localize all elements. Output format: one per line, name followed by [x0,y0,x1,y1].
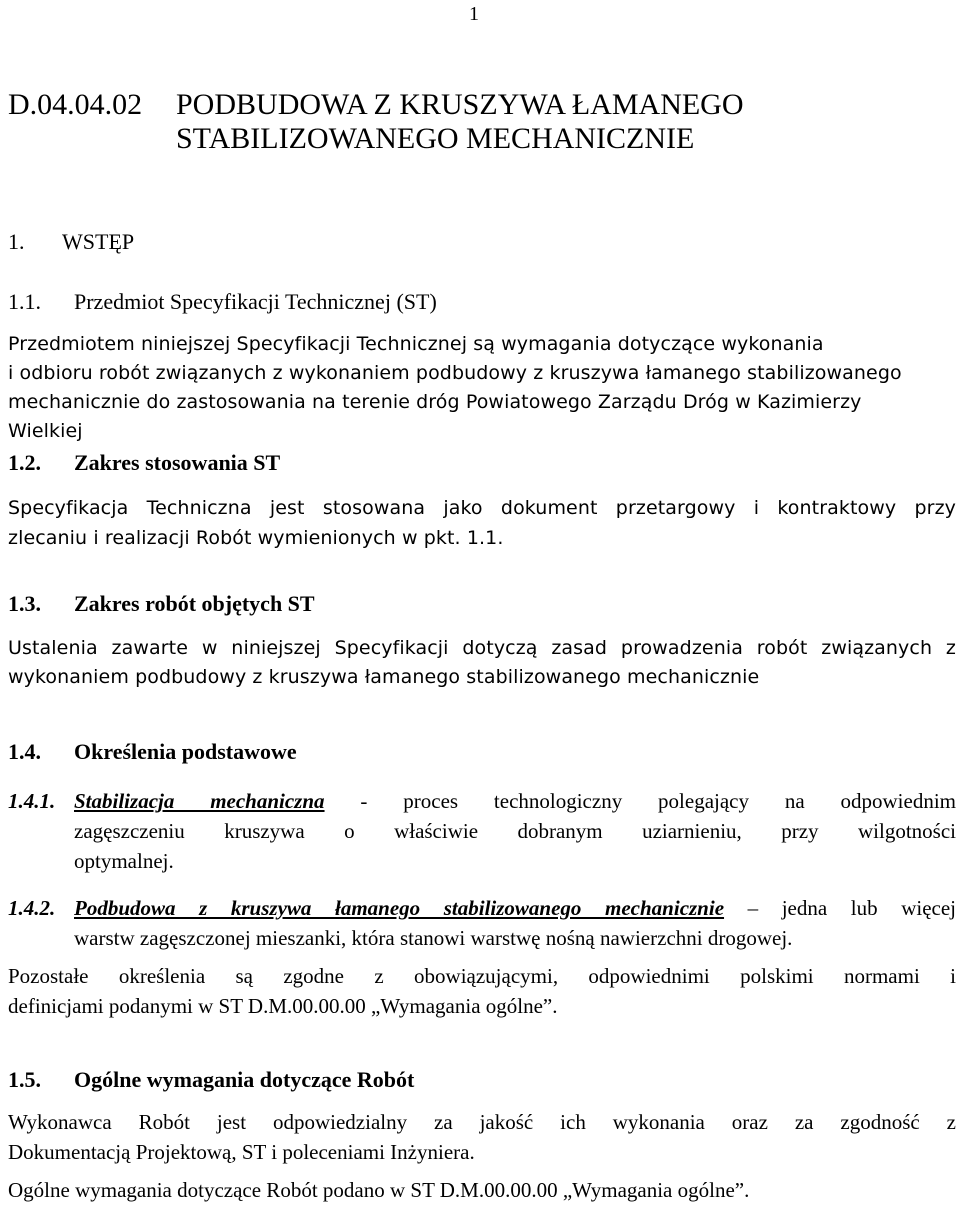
def-1-4-2-separator: – [724,896,782,920]
doc-code: D.04.04.02 [8,88,143,121]
def-1-4-2-number: 1.4.2. [8,896,56,920]
section-1-2-title: Zakres stosowania ST [74,450,281,475]
def-1-4-1-term: Stabilizacja mechaniczna [74,789,325,813]
section-1-title: WSTĘP [62,229,135,254]
def-1-4-1-line-1 [74,787,956,815]
s13-line-1: Ustalenia zawarte w niniejszej Specyfikacji dotyczą zasad prowadzenia robót związanych z [8,637,956,659]
s12-line-1: Specyfikacja Techniczna jest stosowana jako dokument przetargowy i kontraktowy przy [8,497,956,519]
s15-line-3: Ogólne wymagania dotyczące Robót podano w ST D.M.00.00.00 „Wymagania ogólne”. [8,1178,750,1202]
section-1-number: 1. [8,229,25,254]
def-1-4-1-line-2: zagęszczeniu kruszywa o właściwie dobranym uziarnieniu, przy wilgotności [74,819,956,843]
section-1-5-number: 1.5. [8,1067,41,1092]
other-definitions-line-1: Pozostałe określenia są zgodne z obowiązującymi, odpowiednimi polskimi normami i [8,964,956,988]
doc-title-line2: STABILIZOWANEGO MECHANICZNIE [176,122,695,155]
page-number: 1 [469,3,479,25]
doc-title-line1: PODBUDOWA Z KRUSZYWA ŁAMANEGO [176,88,744,121]
section-1-3-number: 1.3. [8,591,41,616]
def-1-4-2-term: Podbudowa z kruszywa łamanego stabilizowanego mechanicznie [74,896,725,920]
section-1-4-number: 1.4. [8,739,41,764]
section-1-3-title: Zakres robót objętych ST [74,591,315,616]
def-1-4-1-separator: - [324,789,404,813]
def-1-4-1-line-3: optymalnej. [74,849,174,873]
def-1-4-2-line-2: warstw zagęszczonej mieszanki, która stanowi warstwę nośną nawierzchni drogowej. [74,926,793,950]
s11-line-3: mechanicznie do zastosowania na terenie dróg Powiatowego Zarządu Dróg w Kazimierzy [8,391,862,413]
section-1-5-title: Ogólne wymagania dotyczące Robót [74,1067,415,1092]
s15-line-2: Dokumentacją Projektową, ST i poleceniami Inżyniera. [8,1140,475,1164]
other-definitions-line-2: definicjami podanymi w ST D.M.00.00.00 „Wymagania ogólne”. [8,994,558,1018]
s11-line-4: Wielkiej [8,420,83,442]
s11-line-1: Przedmiotem niniejszej Specyfikacji Technicznej są wymagania dotyczące wykonania [8,333,824,355]
def-1-4-1-text: proces technologiczny polegający na odpowiednim [403,789,957,813]
section-1-2-number: 1.2. [8,450,41,475]
s15-line-1: Wykonawca Robót jest odpowiedzialny za jakość ich wykonania oraz za zgodność z [8,1110,956,1134]
s11-line-2: i odbioru robót związanych z wykonaniem podbudowy z kruszywa łamanego stabilizowanego [8,362,902,384]
def-1-4-1-number: 1.4.1. [8,789,56,813]
section-1-4-title: Określenia podstawowe [74,739,297,764]
section-1-1-title: Przedmiot Specyfikacji Technicznej (ST) [74,289,437,314]
s13-line-2: wykonaniem podbudowy z kruszywa łamanego stabilizowanego mechanicznie [8,666,760,688]
def-1-4-2-text: jedna lub więcej [781,896,957,920]
def-1-4-2-line-1 [74,894,956,922]
section-1-1-number: 1.1. [8,289,41,314]
s12-line-2: zlecaniu i realizacji Robót wymienionych w pkt. 1.1. [8,527,504,549]
